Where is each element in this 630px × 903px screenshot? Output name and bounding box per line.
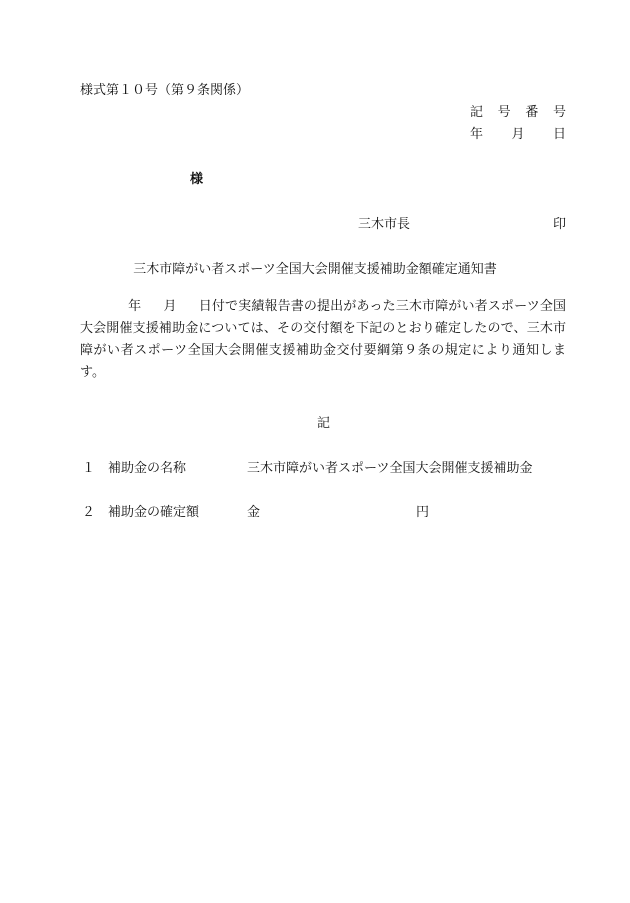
- issue-date: [470, 127, 566, 143]
- form-number: 様式第１０号（第９条関係）: [80, 83, 250, 98]
- date-month-label: 月: [511, 127, 525, 142]
- item-number: １: [82, 461, 96, 476]
- seal-mark: 印: [552, 217, 566, 232]
- issuer-name: 三木市長: [358, 217, 411, 232]
- body-text: 日付で実績報告書の提出があった三木市障がい者スポーツ全国大会開催支援補助金については、その交付額を下記のとおり確定したので、三木市障がい者スポーツ全国大会開催支援補助金交付要綱第９条の規定により通知します。: [80, 299, 566, 380]
- reference-number: [470, 105, 566, 121]
- reference-number-char: 記: [470, 105, 484, 120]
- date-year-label: 年: [470, 127, 484, 142]
- body-year-label: 年: [128, 299, 142, 314]
- addressee-honorific: 様: [190, 172, 204, 187]
- item-label: 補助金の名称: [108, 461, 187, 476]
- reference-number-char: 号: [497, 105, 511, 120]
- date-day-label: 日: [552, 127, 566, 142]
- reference-number-char: 番: [525, 105, 539, 120]
- reference-number-char: 号: [552, 105, 566, 120]
- note-heading: 記: [317, 416, 331, 431]
- body-month-label: 月: [163, 299, 177, 314]
- item-label: 補助金の確定額: [108, 505, 200, 520]
- document-title: 三木市障がい者スポーツ全国大会開催支援補助金額確定通知書: [133, 262, 497, 277]
- subsidy-name-value: 三木市障がい者スポーツ全国大会開催支援補助金: [247, 461, 533, 476]
- amount-unit: 円: [416, 505, 430, 520]
- amount-prefix: 金: [247, 505, 261, 520]
- body-paragraph: [80, 296, 566, 384]
- item-number: ２: [82, 505, 96, 520]
